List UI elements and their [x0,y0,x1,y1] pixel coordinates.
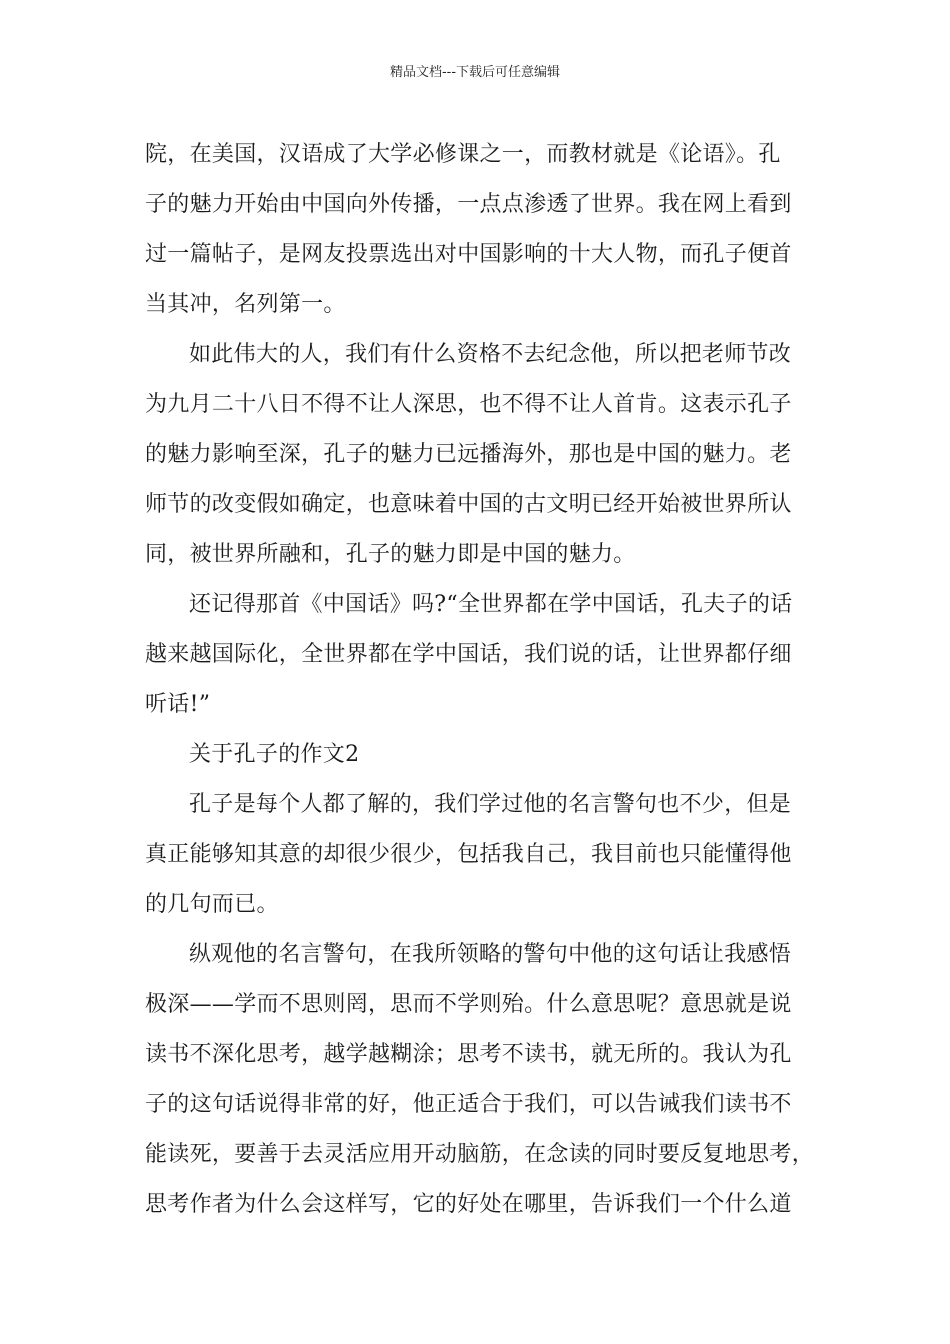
text-line: 能读死，要善于去灵活应用开动脑筋，在念读的同时要反复地思考， [145,1142,815,1167]
text-line: 院，在美国，汉语成了大学必修课之一，而教材就是《论语》。孔 [145,142,781,167]
text-line: 越来越国际化，全世界都在学中国话，我们说的话，让世界都仔细 [145,642,792,667]
text-line: 读书不深化思考，越学越糊涂；思考不读书，就无所的。我认为孔 [145,1042,792,1067]
document-body [145,130,825,1230]
text-line: 听话!” [145,692,211,717]
text-line: 极深——学而不思则罔，思而不学则殆。什么意思呢？意思就是说 [145,992,792,1017]
text-line: 当其冲，名列第一。 [145,292,346,317]
text-line: 关于孔子的作文2 [189,742,360,767]
text-line: 真正能够知其意的却很少很少，包括我自己，我目前也只能懂得他 [145,842,792,867]
text-line: 子的这句话说得非常的好，他正适合于我们，可以告诫我们读书不 [145,1092,792,1117]
text-line: 纵观他的名言警句，在我所领略的警句中他的这句话让我感悟 [189,942,792,967]
text-line: 师节的改变假如确定，也意味着中国的古文明已经开始被世界所认 [145,492,792,517]
text-line: 的几句而已。 [145,892,279,917]
text-line: 如此伟大的人，我们有什么资格不去纪念他，所以把老师节改 [189,342,792,367]
text-line: 为九月二十八日不得不让人深思，也不得不让人首肯。这表示孔子 [145,392,792,417]
text-line: 思考作者为什么会这样写，它的好处在哪里，告诉我们一个什么道 [145,1192,792,1217]
text-line: 子的魅力开始由中国向外传播，一点点渗透了世界。我在网上看到 [145,192,792,217]
page-header: 精品文档---下载后可任意编辑 [389,65,561,80]
text-line: 还记得那首《中国话》吗?“全世界都在学中国话，孔夫子的话 [189,592,793,617]
text-line: 同，被世界所融和，孔子的魅力即是中国的魅力。 [145,542,636,567]
text-line: 的魅力影响至深，孔子的魅力已远播海外，那也是中国的魅力。老 [145,442,792,467]
text-line: 孔子是每个人都了解的，我们学过他的名言警句也不少，但是 [189,792,792,817]
text-line: 过一篇帖子，是网友投票选出对中国影响的十大人物，而孔子便首 [145,242,792,267]
